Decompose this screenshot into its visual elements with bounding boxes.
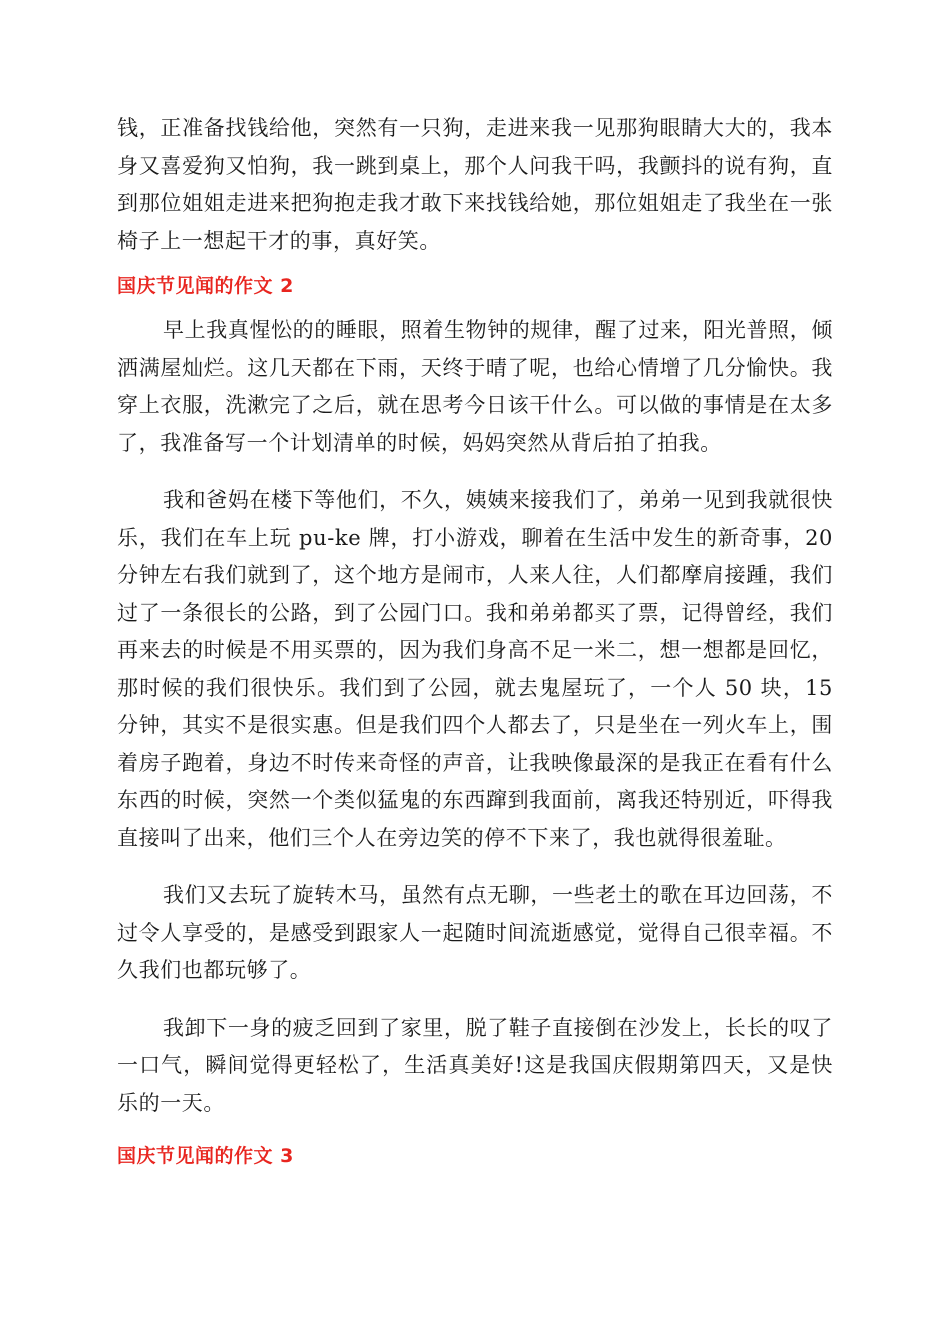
continued-paragraph: 钱，正准备找钱给他，突然有一只狗，走进来我一见那狗眼睛大大的，我本身又喜爱狗又怕狗，我一跳到桌上，那个人问我干吗，我颤抖的说有狗，直到那位姐姐走进来把狗抱走我才敢下来找钱给她，那位姐姐走了我坐在一张椅子上一想起干才的事，真好笑。: [117, 116, 833, 253]
document-content: [117, 110, 833, 1170]
essay2-paragraph-1: 早上我真惺忪的的睡眼，照着生物钟的规律，醒了过来，阳光普照，倾洒满屋灿烂。这几天都在下雨，天终于晴了呢，也给心情增了几分愉快。我穿上衣服，洗漱完了之后，就在思考今日该干什么。可以做的事情是在太多了，我准备写一个计划清单的时候，妈妈突然从背后拍了拍我。: [117, 318, 833, 455]
essay2-paragraph-3: 我们又去玩了旋转木马，虽然有点无聊，一些老土的歌在耳边回荡，不过令人享受的，是感受到跟家人一起随时间流逝感觉，觉得自己很幸福。不久我们也都玩够了。: [117, 883, 833, 982]
essay-heading-3: 国庆节见闻的作文 3: [117, 1145, 294, 1167]
essay-heading-2: 国庆节见闻的作文 2: [117, 275, 294, 297]
essay2-paragraph-2: 我和爸妈在楼下等他们，不久，姨姨来接我们了，弟弟一见到我就很快乐，我们在车上玩 pu-ke 牌，打小游戏，聊着在生活中发生的新奇事，20 分钟左右我们就到了，这个地方是闹市，人来人往，人们都摩肩接踵，我们过了一条很长的公路，到了公园门口。我和弟弟都买了票，记得曾经，我们再来去的时候是不用买票的，因为我们身高不足一米二，想一想都是回忆，那时候的我们很快乐。我们到了公园，就去鬼屋玩了，一个人 50 块，15 分钟，其实不是很实惠。但是我们四个人都去了，只是坐在一列火车上，围着房子跑着，身边不时传来奇怪的声音，让我映像最深的是我正在看有什么东西的时候，突然一个类似猛鬼的东西蹿到我面前，离我还特别近，吓得我直接叫了出来，他们三个人在旁边笑的停不下来了，我也就得很羞耻。: [117, 488, 833, 850]
essay2-paragraph-4: 我卸下一身的疲乏回到了家里，脱了鞋子直接倒在沙发上，长长的叹了一口气，瞬间觉得更轻松了，生活真美好!这是我国庆假期第四天，又是快乐的一天。: [117, 1015, 833, 1115]
